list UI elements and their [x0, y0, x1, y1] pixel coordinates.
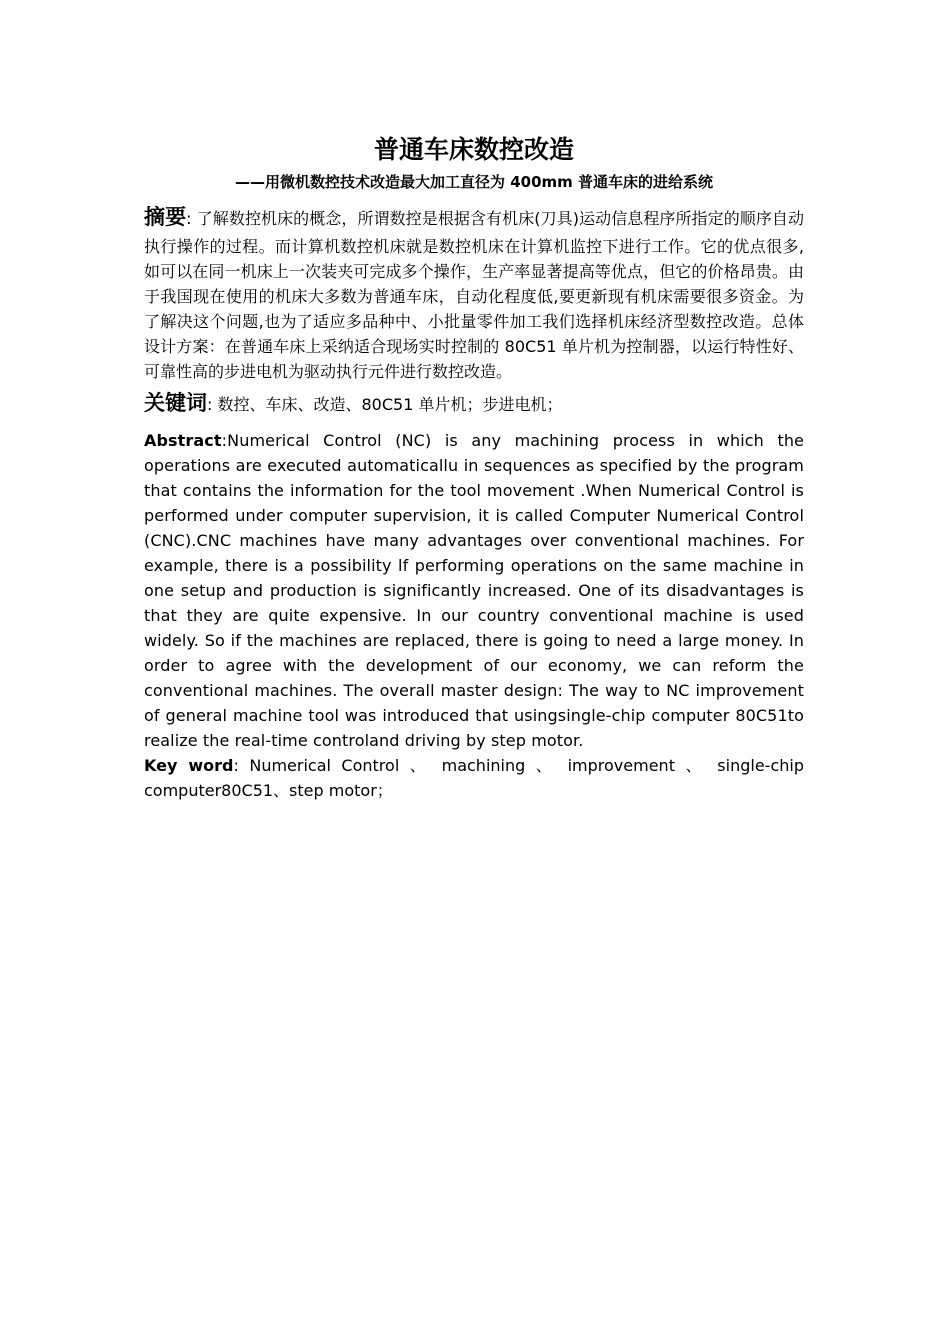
document-page	[144, 130, 804, 803]
abstract-cn	[144, 200, 804, 384]
abstract-cn-separator: :	[186, 209, 192, 228]
keywords-en	[144, 753, 804, 803]
abstract-en	[144, 428, 804, 753]
keywords-en-text: : Numerical Control 、 machining 、 improvement 、 single-chip computer80C51、step motor；	[144, 756, 804, 800]
keywords-cn	[144, 386, 804, 422]
abstract-en-text: :Numerical Control (NC) is any machining process in which the operations are executed automaticallu in sequences as specified by the program that contains the information for the tool movement .When Numerical Control is performed under computer supervision, it is called Computer Numerical Control (CNC).CNC machines have many advantages over conventional machines. For example, there is a possibility lf performing operations on the same machine in one setup and production is significantly increased. One of its disadvantages is that they are quite expensive. In our country conventional machine is used widely. So if the machines are replaced, there is going to need a large money. In order to agree with the development of our economy, we can reform the conventional machines. The overall master design: The way to NC improvement of general machine tool was introduced that usingsingle-chip computer 80C51to realize the real-time controland driving by step motor.	[144, 431, 804, 750]
keywords-cn-text: 数控、车床、改造、80C51 单片机；步进电机；	[217, 395, 563, 414]
abstract-cn-paragraph	[144, 200, 804, 384]
keywords-en-label: Key word	[144, 756, 234, 775]
document-title: 普通车床数控改造	[373, 135, 574, 164]
keywords-cn-label: 关键词	[144, 391, 207, 415]
document-subtitle: ——用微机数控技术改造最大加工直径为 400mm 普通车床的进给系统	[234, 173, 714, 191]
keywords-cn-separator: :	[207, 395, 213, 414]
abstract-cn-label: 摘要	[144, 205, 187, 229]
abstract-en-label: Abstract	[144, 431, 222, 450]
abstract-cn-text: 了解数控机床的概念，所谓数控是根据含有机床(刀具)运动信息程序所指定的顺序自动执行操作的过程。而计算机数控机床就是数控机床在计算机监控下进行工作。它的优点很多,如可以在同一机床上一次装夹可完成多个操作，生产率显著提高等优点，但它的价格昂贵。由于我国现在使用的机床大多数为普通车床，自动化程度低,要更新现有机床需要很多资金。为了解决这个问题,也为了适应多品种中、小批量零件加工我们选择机床经济型数控改造。总体设计方案：在普通车床上采纳适合现场实时控制的 80C51 单片机为控制器，以运行特性好、可靠性高的步进电机为驱动执行元件进行数控改造。	[144, 209, 804, 381]
